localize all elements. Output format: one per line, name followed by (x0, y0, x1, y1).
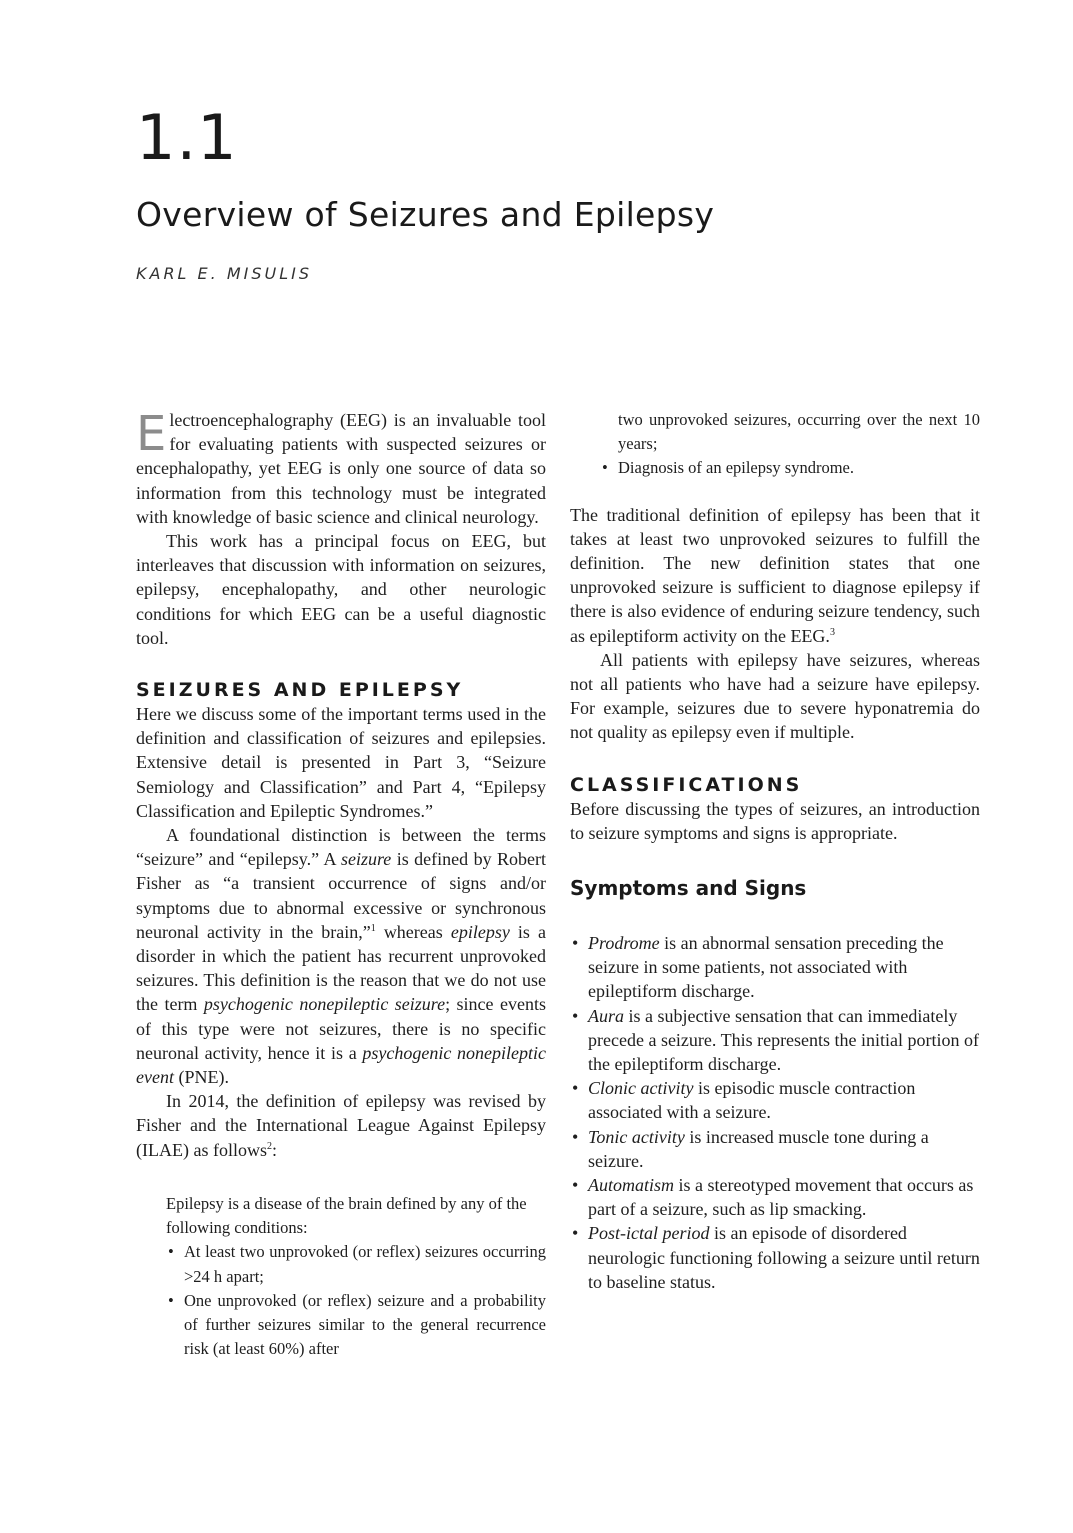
text-run: ; since events of this type were not seizures, there is no specific neuronal activity, hence it is a (136, 994, 546, 1063)
term: Clonic activity (588, 1078, 694, 1099)
drop-cap: E (136, 406, 167, 462)
term-seizure: seizure (340, 849, 392, 870)
list-item (570, 1221, 980, 1294)
reference-marker: 3 (829, 626, 835, 638)
definition: is an episode of disordered neurologic functioning following a seizure until return to baseline status. (588, 1223, 980, 1292)
list-item: • One unprovoked (or reflex) seizure and a probability of further seizures similar to the general recurrence risk (at least 60%) after (166, 1289, 546, 1362)
chapter-title: Overview of Seizures and Epilepsy (136, 195, 715, 234)
definition: is episodic muscle contraction associated with a seizure. (588, 1078, 916, 1123)
definition: is a subjective sensation that can immediately precede a seizure. This represents the initial portion of the epileptiform discharge. (588, 1005, 980, 1075)
list-item (570, 1173, 980, 1221)
symptoms-list (570, 931, 980, 1294)
term: Prodrome (588, 933, 660, 954)
text-run: In 2014, the definition of epilepsy was revised by Fisher and the International League Against Epilepsy (ILAE) as follows (136, 1091, 546, 1160)
section-heading-seizures-and-epilepsy: SEIZURES AND EPILEPSY (136, 679, 464, 702)
text-run: : (271, 1139, 277, 1160)
reference-marker: 1 (370, 922, 376, 934)
definition: is a stereotyped movement that occurs as part of a seizure, such as lip smacking. (588, 1175, 974, 1220)
section-heading-classifications: CLASSIFICATIONS (570, 773, 803, 796)
list-item (570, 931, 980, 1004)
term-pnes: psychogenic nonepileptic seizure (203, 994, 446, 1015)
ilae-criteria-list (166, 1240, 546, 1361)
text-run: is defined by Robert Fisher as “a transient occurrence of signs and/or symptoms due to abnormal excessive or synchronous neuronal activity in the brain,” (136, 849, 546, 942)
text-run: is a disorder in which the patient has recurrent unprovoked seizures. This definition is the reason that we do not use the term (136, 921, 546, 1015)
left-column (136, 408, 546, 1361)
intro-paragraph-1-text: lectroencephalography (EEG) is an invaluable tool for evaluating patients with suspected seizures or encephalopathy, yet EEG is only one source of data so information from this technology must be integrated with knowledge of basic science and clinical neurology. (136, 410, 546, 527)
term: Post-ictal period (588, 1223, 710, 1244)
author-name: KARL E. MISULIS (136, 264, 313, 283)
text-run: The traditional definition of epilepsy has been that it takes at least two unprovoked seizures to fulfill the definition. The new definition states that one unprovoked seizure is sufficient to diagnose epilepsy if there is also evidence of enduring seizure tendency, such as epileptiform activity on the EEG. (570, 504, 980, 646)
subsection-heading-symptoms-and-signs: Symptoms and Signs (570, 876, 807, 901)
term: Automatism (588, 1175, 675, 1196)
right-paragraph-2: All patients with epilepsy have seizures, whereas not all patients who have had a seizure have epilepsy. For example, seizures due to severe hyponatremia do not quality as epilepsy even if multiple. (570, 649, 980, 743)
intro-paragraph-2: This work has a principal focus on EEG, but interleaves that discussion with information on seizures, epilepsy, encephalopathy, and other neurologic conditions for which EEG can be a useful diagnostic tool. (136, 531, 546, 648)
list-item-continuation: two unprovoked seizures, occurring over the next 10 years; (618, 410, 980, 454)
ilae-definition-block (166, 1192, 546, 1361)
term: Aura (588, 1005, 624, 1026)
chapter-number: 1.1 (136, 101, 238, 174)
ilae-definition-lead: Epilepsy is a disease of the brain defined by any of the following conditions: (166, 1193, 527, 1238)
reference-marker: 2 (266, 1140, 272, 1152)
section1-paragraph-2 (136, 823, 546, 1089)
section1-paragraph-1: Here we discuss some of the important terms used in the definition and classification of seizures and epilepsies. Extensive detail is presented in Part 3, “Seizure Semiology and Classification” and Part 4, “Epilepsy Classification and Epileptic Syndromes.” (136, 704, 546, 821)
term: Tonic activity (588, 1126, 685, 1147)
section1-paragraph-3 (136, 1089, 546, 1162)
definition: is increased muscle tone during a seizure. (588, 1126, 929, 1171)
text-run: A foundational distinction is between the terms “seizure” and “epilepsy.” A (136, 825, 546, 870)
text-run: (PNE). (173, 1067, 229, 1088)
intro-paragraph-1 (136, 408, 546, 529)
classifications-paragraph: Before discussing the types of seizures, an introduction to seizure symptoms and signs is appropriate. (570, 798, 980, 843)
list-item: • At least two unprovoked (or reflex) seizures occurring >24 h apart; (166, 1240, 546, 1288)
right-paragraph-1 (570, 503, 980, 648)
right-column (570, 408, 980, 1294)
definition: is an abnormal sensation preceding the seizure in some patients, not associated with epileptiform discharge. (588, 933, 944, 1002)
list-item (570, 1125, 980, 1173)
ilae-criteria-list-continued (600, 408, 980, 481)
text-run: whereas (375, 921, 451, 942)
list-item: • Diagnosis of an epilepsy syndrome. (600, 456, 980, 480)
list-item (570, 1004, 980, 1077)
term-pne: psychogenic nonepileptic event (136, 1042, 546, 1088)
term-epilepsy: epilepsy (450, 921, 510, 942)
list-item (570, 1076, 980, 1124)
